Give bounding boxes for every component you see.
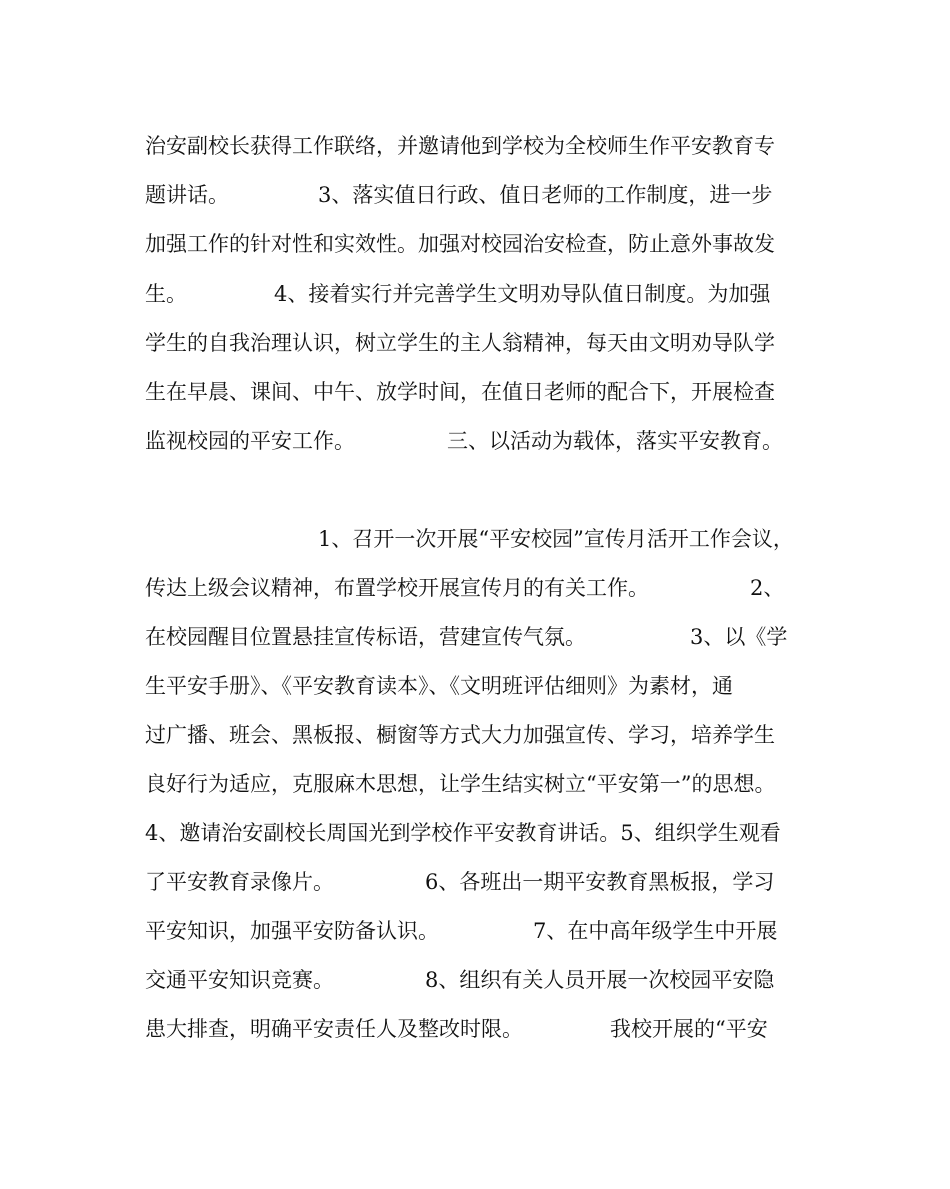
line-segment: 8、组织有关人员开展一次校园平安隐 [425, 968, 775, 992]
text-line-13 [0, 764, 950, 804]
line-segment: 6、各班出一期平安教育黑板报，学习 [425, 870, 775, 894]
text-line-6 [0, 372, 950, 412]
line-segment: 治安副校长获得工作联络，并邀请他到学校为全校师生作平安教育专 [145, 134, 775, 158]
text-line-16 [0, 911, 950, 951]
line-segment: 2、 [750, 576, 785, 600]
text-line-12 [0, 715, 950, 755]
text-line-15 [0, 862, 950, 902]
line-segment: 1、召开一次开展“平安校园”宣传月活开工作会议， [318, 527, 794, 551]
line-segment: 3、落实值日行政、值日老师的工作制度，进一步 [318, 183, 773, 207]
text-line-7 [0, 421, 950, 461]
text-line-4 [0, 274, 950, 314]
line-segment: 患大排查，明确平安责任人及整改时限。 [145, 1017, 523, 1041]
line-segment: 三、以活动为载体，落实平安教育。 [447, 429, 783, 453]
line-segment: 4、接着实行并完善学生文明劝导队值日制度。为加强 [274, 282, 771, 306]
line-segment: 过广播、班会、黑板报、橱窗等方式大力加强宣传、学习，培养学生 [145, 723, 775, 747]
line-segment: 平安知识，加强平安防备认识。 [145, 919, 439, 943]
line-segment: 题讲话。 [145, 183, 229, 207]
line-segment: 加强工作的针对性和实效性。加强对校园治安检查，防止意外事故发 [145, 232, 775, 256]
text-line-10 [0, 617, 950, 657]
line-segment: 4、邀请治安副校长周国光到学校作平安教育讲话。5、组织学生观看 [145, 821, 781, 845]
line-segment: 7、在中高年级学生中开展 [533, 919, 778, 943]
line-segment: 生。 [145, 282, 187, 306]
text-line-18 [0, 1009, 950, 1049]
text-line-11 [0, 666, 950, 706]
line-segment: 学生的自我治理认识，树立学生的主人翁精神，每天由文明劝导队学 [145, 331, 775, 355]
text-line-17 [0, 960, 950, 1000]
line-segment: 传达上级会议精神，布置学校开展宣传月的有关工作。 [145, 576, 649, 600]
text-line-1 [0, 126, 950, 166]
line-segment: 在校园醒目位置悬挂宣传标语，营建宣传气氛。 [145, 625, 586, 649]
text-line-5 [0, 323, 950, 363]
text-line-2 [0, 175, 950, 215]
line-segment: 生在早晨、课间、中午、放学时间，在值日老师的配合下，开展检查 [145, 380, 775, 404]
text-line-9 [0, 568, 950, 608]
line-segment: 了平安教育录像片。 [145, 870, 334, 894]
text-line-8 [0, 519, 950, 559]
line-segment: 生平安手册》、《平安教育读本》、《文明班评估细则》为素材，通 [145, 674, 733, 698]
line-segment: 监视校园的平安工作。 [145, 429, 355, 453]
text-line-14 [0, 813, 950, 853]
line-segment: 我校开展的“平安 [610, 1017, 768, 1041]
line-segment: 3、以《学 [690, 625, 788, 649]
line-segment: 良好行为适应，克服麻木思想，让学生结实树立“平安第一”的思想。 [145, 772, 776, 796]
text-line-3 [0, 224, 950, 264]
line-segment: 交通平安知识竞赛。 [145, 968, 334, 992]
